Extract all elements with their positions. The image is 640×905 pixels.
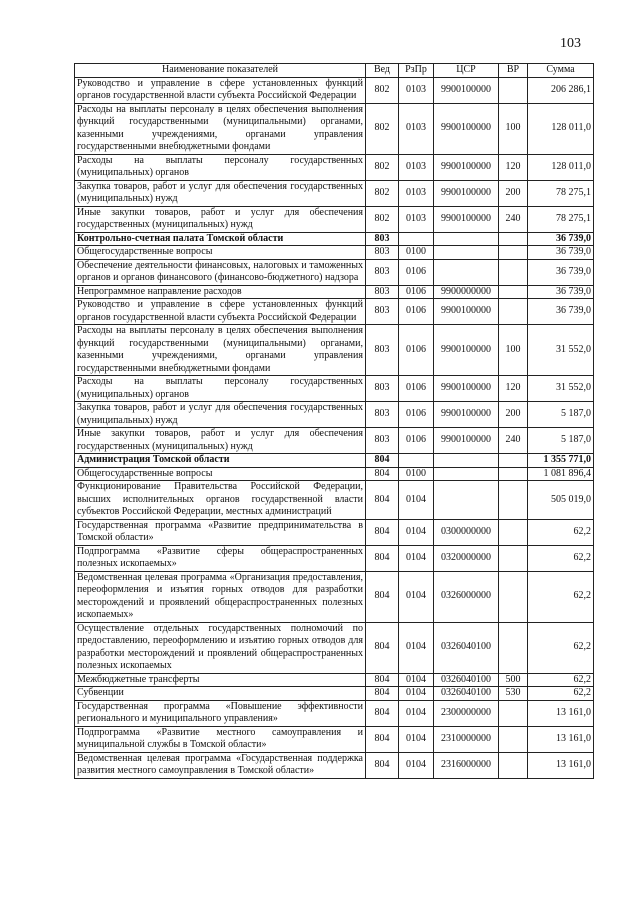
cell-sum: 78 275,1 [528,206,594,232]
table-row [75,285,594,299]
cell-vr [499,726,528,752]
cell-name: Государственная программа «Повышение эффективности регионального и муниципального управления» [75,700,366,726]
cell-name: Осуществление отдельных государственных полномочий по предоставлению, переоформлению и изъятию горных отводов для разработки месторождений и проявлений общераспространенных полезных ископаемых [75,622,366,673]
cell-ved: 803 [366,259,399,285]
cell-vr [499,77,528,103]
cell-ved: 804 [366,454,399,468]
cell-csr: 9900000000 [434,285,499,299]
cell-vr: 500 [499,673,528,687]
table-row [75,726,594,752]
cell-sum: 36 739,0 [528,259,594,285]
cell-rzpr: 0106 [399,259,434,285]
cell-vr [499,622,528,673]
cell-name: Межбюджетные трансферты [75,673,366,687]
cell-csr: 9900100000 [434,180,499,206]
cell-rzpr: 0103 [399,103,434,154]
cell-vr [499,454,528,468]
cell-name: Администрация Томской области [75,454,366,468]
cell-sum: 128 011,0 [528,154,594,180]
cell-ved: 803 [366,246,399,260]
cell-name: Непрограммное направление расходов [75,285,366,299]
cell-name: Иные закупки товаров, работ и услуг для обеспечения государственных (муниципальных) нужд [75,428,366,454]
cell-name: Расходы на выплаты персоналу в целях обеспечения выполнения функций государственными (муниципальными) органами, казенными учреждениями, органами управления государственными внебюджетными фондами [75,325,366,376]
cell-rzpr: 0104 [399,519,434,545]
cell-name: Ведомственная целевая программа «Государственная поддержка развития местного самоуправления в Томской области» [75,752,366,778]
cell-name: Закупка товаров, работ и услуг для обеспечения государственных (муниципальных) нужд [75,180,366,206]
cell-ved: 804 [366,687,399,701]
cell-name: Ведомственная целевая программа «Организация предоставления, переоформления и изъятия горных отводов для разработки месторождений и проявлений общераспространенных полезных ископаемых» [75,571,366,622]
cell-csr: 9900100000 [434,77,499,103]
cell-ved: 804 [366,622,399,673]
cell-rzpr: 0103 [399,154,434,180]
cell-rzpr: 0100 [399,246,434,260]
cell-ved: 802 [366,154,399,180]
cell-name: Субвенции [75,687,366,701]
cell-ved: 802 [366,180,399,206]
cell-sum: 62,2 [528,622,594,673]
cell-vr: 100 [499,325,528,376]
cell-ved: 803 [366,299,399,325]
cell-vr: 200 [499,180,528,206]
cell-sum: 62,2 [528,673,594,687]
cell-ved: 802 [366,206,399,232]
cell-vr [499,259,528,285]
cell-name: Контрольно-счетная палата Томской области [75,232,366,246]
cell-rzpr: 0104 [399,687,434,701]
cell-name: Общегосударственные вопросы [75,467,366,481]
table-row [75,103,594,154]
cell-sum: 36 739,0 [528,299,594,325]
table-body [75,77,594,778]
cell-ved: 804 [366,700,399,726]
cell-csr [434,467,499,481]
cell-ved: 803 [366,232,399,246]
table-row [75,545,594,571]
cell-sum: 62,2 [528,571,594,622]
table-row [75,752,594,778]
header-rzpr: РзПр [399,64,434,78]
cell-ved: 804 [366,519,399,545]
cell-vr: 200 [499,402,528,428]
table-row [75,467,594,481]
cell-sum: 62,2 [528,687,594,701]
table-row [75,259,594,285]
cell-csr [434,481,499,520]
cell-vr: 120 [499,376,528,402]
cell-ved: 803 [366,285,399,299]
cell-ved: 803 [366,428,399,454]
cell-rzpr: 0104 [399,571,434,622]
cell-csr: 0320000000 [434,545,499,571]
cell-name: Закупка товаров, работ и услуг для обеспечения государственных (муниципальных) нужд [75,402,366,428]
cell-sum: 5 187,0 [528,402,594,428]
cell-csr: 0326040100 [434,622,499,673]
cell-name: Функционирование Правительства Российской Федерации, высших исполнительных органов государственной власти субъектов Российской Федерации, местных администраций [75,481,366,520]
cell-rzpr [399,454,434,468]
table-row [75,206,594,232]
table-row [75,246,594,260]
cell-ved: 803 [366,376,399,402]
cell-rzpr: 0104 [399,700,434,726]
cell-sum: 36 739,0 [528,232,594,246]
cell-sum: 13 161,0 [528,700,594,726]
cell-csr: 0326040100 [434,673,499,687]
cell-vr [499,481,528,520]
table-row [75,154,594,180]
cell-csr: 2310000000 [434,726,499,752]
cell-csr: 9900100000 [434,402,499,428]
cell-ved: 803 [366,402,399,428]
cell-ved: 803 [366,325,399,376]
cell-vr [499,752,528,778]
cell-ved: 802 [366,77,399,103]
cell-ved: 804 [366,752,399,778]
cell-name: Подпрограмма «Развитие сферы общераспространенных полезных ископаемых» [75,545,366,571]
cell-csr [434,232,499,246]
cell-rzpr: 0104 [399,481,434,520]
cell-name: Расходы на выплаты персоналу государственных (муниципальных) органов [75,376,366,402]
cell-rzpr: 0104 [399,752,434,778]
cell-sum: 36 739,0 [528,246,594,260]
table-row [75,299,594,325]
table-row [75,571,594,622]
cell-sum: 1 355 771,0 [528,454,594,468]
cell-csr [434,454,499,468]
cell-sum: 36 739,0 [528,285,594,299]
cell-vr [499,285,528,299]
budget-table [74,63,594,779]
cell-rzpr: 0106 [399,285,434,299]
cell-csr: 0300000000 [434,519,499,545]
cell-vr [499,232,528,246]
cell-csr [434,246,499,260]
table-row [75,622,594,673]
cell-rzpr: 0106 [399,428,434,454]
cell-ved: 804 [366,726,399,752]
cell-sum: 13 161,0 [528,726,594,752]
table-row [75,687,594,701]
cell-csr: 0326040100 [434,687,499,701]
cell-rzpr: 0100 [399,467,434,481]
table-header-row [75,64,594,78]
cell-rzpr: 0106 [399,299,434,325]
cell-name: Государственная программа «Развитие предпринимательства в Томской области» [75,519,366,545]
cell-sum: 31 552,0 [528,376,594,402]
table-row [75,325,594,376]
cell-rzpr: 0103 [399,77,434,103]
cell-vr: 120 [499,154,528,180]
table-row [75,402,594,428]
cell-vr [499,246,528,260]
page-number: 103 [560,36,581,51]
cell-vr [499,519,528,545]
cell-name: Подпрограмма «Развитие местного самоуправления и муниципальной службы в Томской области» [75,726,366,752]
cell-sum: 505 019,0 [528,481,594,520]
cell-rzpr: 0106 [399,325,434,376]
cell-name: Иные закупки товаров, работ и услуг для обеспечения государственных (муниципальных) нужд [75,206,366,232]
header-name: Наименование показателей [75,64,366,78]
cell-csr: 9900100000 [434,206,499,232]
cell-csr: 9900100000 [434,299,499,325]
table-row [75,481,594,520]
cell-vr [499,571,528,622]
cell-rzpr: 0103 [399,206,434,232]
table-row [75,77,594,103]
table-row [75,519,594,545]
header-csr: ЦСР [434,64,499,78]
cell-ved: 804 [366,545,399,571]
cell-sum: 62,2 [528,545,594,571]
cell-name: Обеспечение деятельности финансовых, налоговых и таможенных органов и органов финансового (финансово-бюджетного) надзора [75,259,366,285]
cell-rzpr: 0106 [399,402,434,428]
cell-rzpr [399,232,434,246]
cell-vr: 100 [499,103,528,154]
cell-ved: 804 [366,467,399,481]
cell-sum: 1 081 896,4 [528,467,594,481]
cell-csr: 9900100000 [434,103,499,154]
cell-sum: 31 552,0 [528,325,594,376]
cell-vr [499,700,528,726]
cell-name: Расходы на выплаты персоналу в целях обеспечения выполнения функций государственными (муниципальными) органами, казенными учреждениями, органами управления государственными внебюджетными фондами [75,103,366,154]
cell-vr: 240 [499,206,528,232]
cell-ved: 804 [366,481,399,520]
cell-rzpr: 0104 [399,726,434,752]
header-sum: Сумма [528,64,594,78]
table-row [75,700,594,726]
cell-vr: 240 [499,428,528,454]
cell-name: Руководство и управление в сфере установленных функций органов государственной власти субъекта Российской Федерации [75,77,366,103]
cell-sum: 206 286,1 [528,77,594,103]
cell-sum: 78 275,1 [528,180,594,206]
cell-ved: 804 [366,673,399,687]
cell-rzpr: 0104 [399,673,434,687]
cell-ved: 804 [366,571,399,622]
header-vr: ВР [499,64,528,78]
cell-csr: 9900100000 [434,325,499,376]
cell-csr: 9900100000 [434,154,499,180]
cell-vr [499,299,528,325]
cell-vr [499,467,528,481]
cell-sum: 128 011,0 [528,103,594,154]
cell-sum: 62,2 [528,519,594,545]
cell-name: Руководство и управление в сфере установленных функций органов государственной власти субъекта Российской Федерации [75,299,366,325]
cell-sum: 5 187,0 [528,428,594,454]
cell-sum: 13 161,0 [528,752,594,778]
table-row [75,673,594,687]
table-row [75,232,594,246]
cell-vr: 530 [499,687,528,701]
cell-csr: 2300000000 [434,700,499,726]
cell-ved: 802 [366,103,399,154]
cell-rzpr: 0104 [399,622,434,673]
cell-csr: 9900100000 [434,428,499,454]
header-ved: Вед [366,64,399,78]
table-row [75,180,594,206]
cell-rzpr: 0103 [399,180,434,206]
cell-name: Расходы на выплаты персоналу государственных (муниципальных) органов [75,154,366,180]
cell-vr [499,545,528,571]
cell-csr: 2316000000 [434,752,499,778]
table-row [75,428,594,454]
cell-rzpr: 0104 [399,545,434,571]
cell-csr: 9900100000 [434,376,499,402]
cell-csr [434,259,499,285]
cell-csr: 0326000000 [434,571,499,622]
table-row [75,376,594,402]
table-row [75,454,594,468]
cell-name: Общегосударственные вопросы [75,246,366,260]
cell-rzpr: 0106 [399,376,434,402]
